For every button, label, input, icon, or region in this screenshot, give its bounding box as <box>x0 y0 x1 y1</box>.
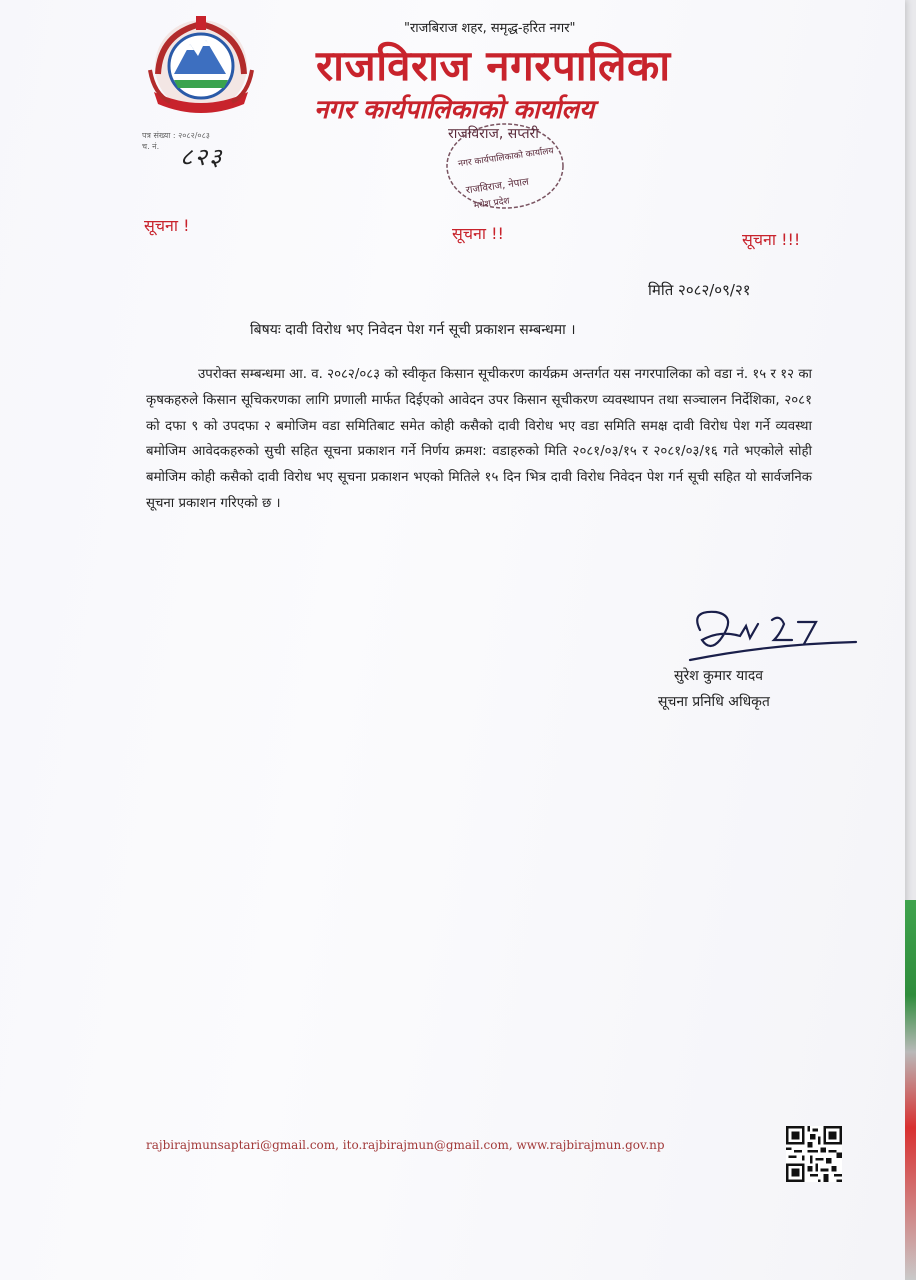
reference-label-2: च. नं. <box>142 142 160 151</box>
footer-contacts: rajbirajmunsaptari@gmail.com, ito.rajbirajmun@gmail.com, www.rajbirajmun.gov.np <box>146 1138 665 1152</box>
organization-title: राजविराज नगरपालिका <box>316 41 671 90</box>
notice-heading-1: सूचना ! <box>144 216 190 235</box>
notice-heading-2: सूचना !! <box>452 224 504 243</box>
seal-line-1: राजविराज, सप्तरी <box>448 126 539 142</box>
letter-body: उपरोक्त सम्बन्धमा आ. व. २०८२/०८३ को स्वीकृत किसान सूचीकरण कार्यक्रम अन्तर्गत यस नगरपालिका को वडा नं. १५ र १२ का कृषकहरुले किसान सूचिकरणका लागि प्रणाली मार्फत दिईएको आवेदन उपर किसान सूचीकरण व्यवस्थापन तथा सञ्चालन निर्देशिका, २०८१ को दफा ९ को उपदफा २ बमोजिम वडा समितिबाट समेत कोही कसैको दावी विरोध भए वडा समिति समक्ष दावी विरोध पेश गर्ने व्यवस्था बमोजिम आवेदकहरुको सुची सहित सूचना प्रकाशन गर्ने निर्णय क्रमश: वडाहरुको मिति २०८१/०३/१५ र २०८१/०३/१६ गते भएकोले सोही बमोजिम कोही कसैको दावी विरोध भए सूचना प्रकाशन भएको मितिले १५ दिन भित्र दावी विरोध निवेदन पेश गर्न सूची सहित यो सार्वजनिक सूचना प्रकाशन गरिएको छ । <box>146 367 812 511</box>
reference-number: ८२३ <box>180 143 224 171</box>
notice-heading-3: सूचना !!! <box>742 230 801 249</box>
signature-text: Sm 12/9 <box>680 600 685 601</box>
seal-line-3: राजविराज, नेपाल <box>465 176 530 197</box>
reference-label-1: पत्र संख्या : २०८२/०८३ <box>142 131 210 140</box>
background-edge <box>905 900 916 1280</box>
signatory-title: सूचना प्रनिधि अधिकृत <box>658 694 770 710</box>
nepal-emblem-icon <box>140 14 262 122</box>
signatory-name: सुरेश कुमार यादव <box>674 668 764 684</box>
municipality-slogan: "राजबिराज शहर, समृद्ध-हरित नगर" <box>404 21 576 36</box>
letter-subject: बिषयः दावी विरोध भए निवेदन पेश गर्न सूची प्रकाशन सम्बन्धमा । <box>250 322 576 338</box>
seal-line-2: नगर कार्यपालिकाको कार्यालय <box>457 146 555 170</box>
office-seal <box>430 118 580 214</box>
organization-subtitle: नगर कार्यपालिकाको कार्यालय <box>314 95 595 125</box>
letter-date: मिति २०८२/०९/२१ <box>648 281 751 299</box>
qr-code-icon <box>786 1126 842 1182</box>
signature <box>680 600 860 670</box>
seal-line-4: मधेश प्रदेश <box>473 196 511 212</box>
